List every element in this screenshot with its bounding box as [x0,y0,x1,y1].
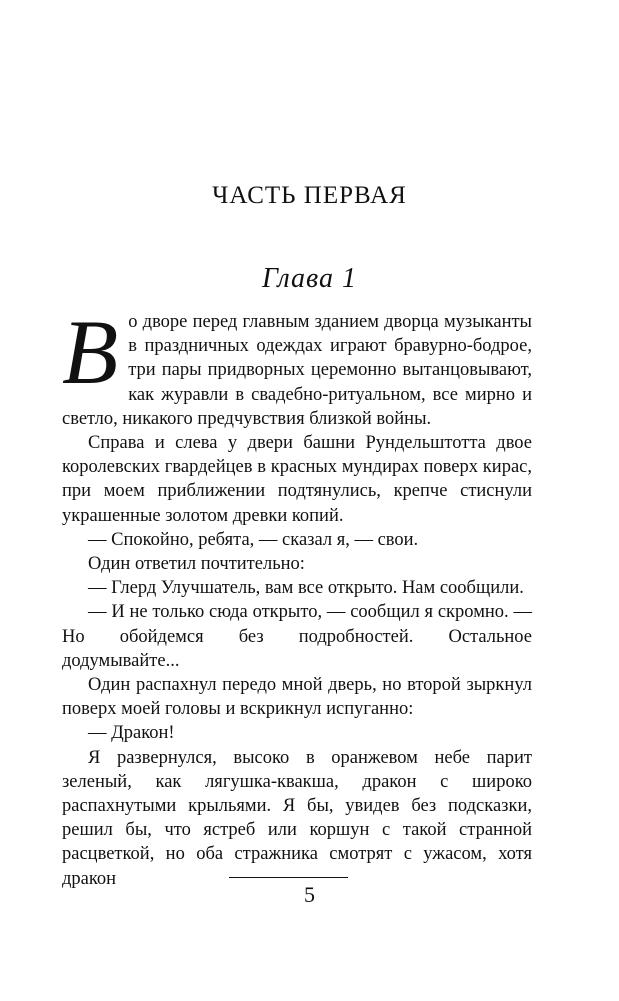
page-number: 5 [304,882,315,907]
paragraph-5: — Глерд Улучшатель, вам все открыто. Нам сообщили. [88,578,524,599]
paragraph-6: — И не только сюда открыто, — сообщил я скромно. — Но обойдемся без подробностей. Остальное додумывайте... [62,602,532,671]
part-title: ЧАСТЬ ПЕРВАЯ [212,182,407,209]
paragraph-4: Один ответил почтительно: [88,554,305,575]
paragraph-7: Один распахнул передо мной дверь, но второй зыркнул поверх моей головы и вскрикнул испуганно: [62,675,532,720]
paragraph-3: — Спокойно, ребята, — сказал я, — свои. [88,529,419,550]
paragraph-1-text: о дворе перед главным зданием дворца музыканты в праздничных одеждах играют бравурно-бодрое, три пары придворных церемонно вытанцовывают, как журавли в свадебно-ритуальном, все мирно и светло, никакого предчувствия близкой войны. [62,312,532,429]
paragraph-2: Справа и слева у двери башни Рундельштотта двое королевских гвардейцев в красных мундирах поверх кирас, при моем приближении подтянулись, крепче стиснули украшенные золотом древки копий. [62,433,532,526]
paragraph-9: Я развернулся, высоко в оранжевом небе парит зеленый, как лягушка-квакша, дракон с широко распахнутыми крыльями. Я бы, увидев без подсказки, решил бы, что ястреб или коршун с такой странной расцветкой, но оба стражника смотрят с ужасом, хотя дракон [62,747,532,889]
drop-cap: В [62,301,119,403]
footer-rule [229,877,348,878]
paragraph-8: — Дракон! [88,723,175,744]
body-text [62,301,532,891]
paragraph-1 [62,301,532,431]
chapter-title: Глава 1 [262,263,357,294]
